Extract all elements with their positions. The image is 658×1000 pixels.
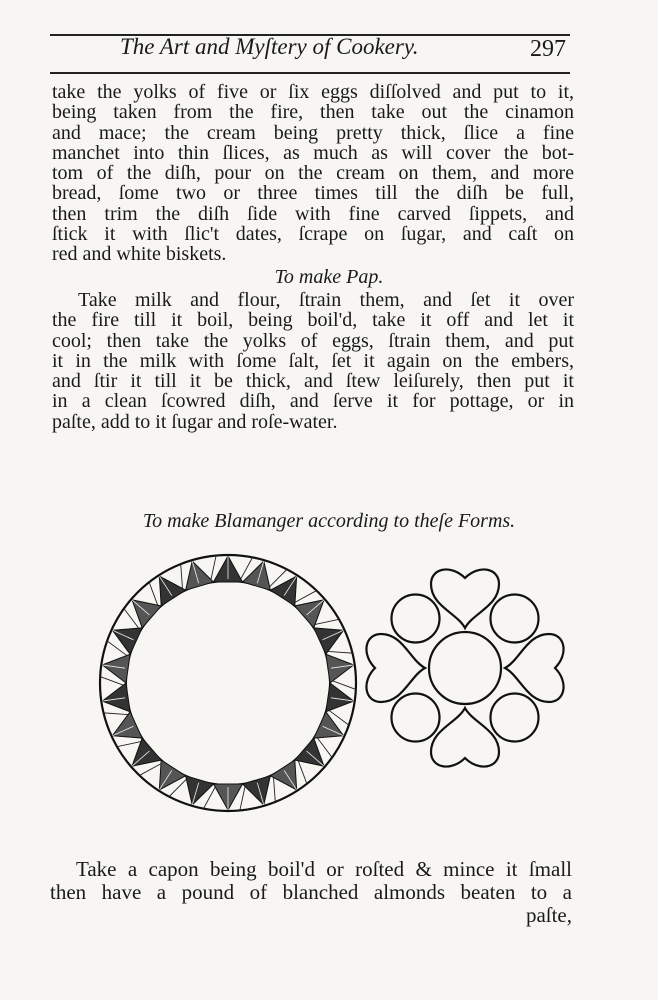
- paragraph-pap: [52, 290, 574, 432]
- text-line: cool; then take the yolks of eggs, ſtrain them, and put: [52, 329, 574, 352]
- leaf-edge: [139, 764, 160, 776]
- leaf-spike: [112, 712, 142, 738]
- figure-leaf-ring: [80, 548, 380, 818]
- text-line: Take milk and flour, ſtrain them, and ſet it over: [78, 289, 574, 311]
- running-title: The Art and Myſtery of Cookery.: [120, 34, 419, 59]
- leaf-spike: [243, 776, 271, 805]
- leaf-edge: [295, 591, 316, 603]
- text-line: bread, ſome two or three times till the diſh be full,: [52, 182, 574, 205]
- leaf-edge: [298, 761, 307, 784]
- ring-outer: [100, 555, 356, 811]
- leaf-edge: [117, 742, 141, 747]
- text-line: then trim the diſh ſide with fine carved ſippets, and: [52, 202, 574, 225]
- heart-shape: [431, 708, 499, 767]
- figure-heart-rosette: [345, 548, 585, 788]
- leaf-spike: [243, 561, 271, 590]
- text-line: and ſtir it till it be thick, and ſtew leiſurely, then put it: [52, 370, 574, 393]
- leaf-spike: [270, 576, 296, 606]
- leaf-edge: [181, 564, 183, 588]
- leaf-spike: [102, 683, 130, 712]
- heart-shape: [431, 569, 499, 628]
- leaf-spike: [159, 760, 185, 790]
- top-rule: [50, 34, 570, 36]
- rosette-petal: [366, 634, 425, 702]
- paragraph-capon: [50, 858, 572, 927]
- header-rule: [50, 72, 570, 74]
- leaf-edge: [211, 556, 216, 580]
- text-line: ſtick it with ſlic't dates, ſcrape on ſugar, and caſt on: [52, 223, 574, 246]
- text-line: tom of the diſh, pour on the cream on them, and more: [52, 162, 574, 185]
- leaf-edge: [149, 582, 158, 605]
- heart-shape: [366, 634, 425, 702]
- page-number: 297: [530, 36, 566, 62]
- leaf-spike: [314, 628, 344, 654]
- leaf-edge: [274, 778, 276, 802]
- text-line: the fire till it boil, being boil'd, take it off and let it: [52, 309, 574, 332]
- text-line: red and white biskets.: [52, 243, 227, 266]
- leaf-spike: [186, 561, 214, 590]
- text-line: manchet into thin ſlices, as much as will cover the bot-: [52, 141, 574, 164]
- rosette-petal: [505, 634, 564, 702]
- text-line: take the yolks of five or ſix eggs diſſolved and put to it,: [52, 81, 574, 103]
- leaf-edge: [104, 713, 128, 715]
- leaf-edge: [240, 787, 245, 811]
- rosette-petal: [431, 569, 499, 628]
- running-head: [50, 34, 570, 70]
- heart-shape: [505, 634, 564, 702]
- heading-pap: To make Pap.: [274, 266, 384, 288]
- leaf-edge: [315, 619, 339, 624]
- paragraph-cream: [52, 82, 574, 265]
- catchword: paſte,: [525, 903, 572, 927]
- text-line: then have a pound of blanched almonds beaten to a: [50, 880, 572, 904]
- leaf-ring-illustration: [100, 555, 356, 811]
- leaf-spike: [314, 712, 344, 738]
- text-line: it in the milk with ſome ſalt, ſet it again on the embers,: [52, 349, 574, 372]
- text-line: in a clean ſcowred diſh, and ſerve it for pottage, or in: [52, 390, 574, 413]
- leaf-spike: [112, 628, 142, 654]
- leaf-spike: [186, 776, 214, 805]
- heart-rosette-illustration: [366, 569, 563, 766]
- text-line: Take a capon being boil'd or roſted & mince it ſmall: [76, 857, 572, 881]
- heading-blamanger: To make Blamanger according to theſe Forms.: [142, 510, 516, 532]
- rosette-petal: [431, 708, 499, 767]
- rosette-center: [429, 632, 501, 704]
- text-line: paſte, add to it ſugar and roſe-water.: [52, 410, 338, 433]
- text-line: and mace; the cream being pretty thick, ſlice a fine: [52, 121, 574, 144]
- text-line: being taken from the fire, then take out the cinamon: [52, 101, 574, 124]
